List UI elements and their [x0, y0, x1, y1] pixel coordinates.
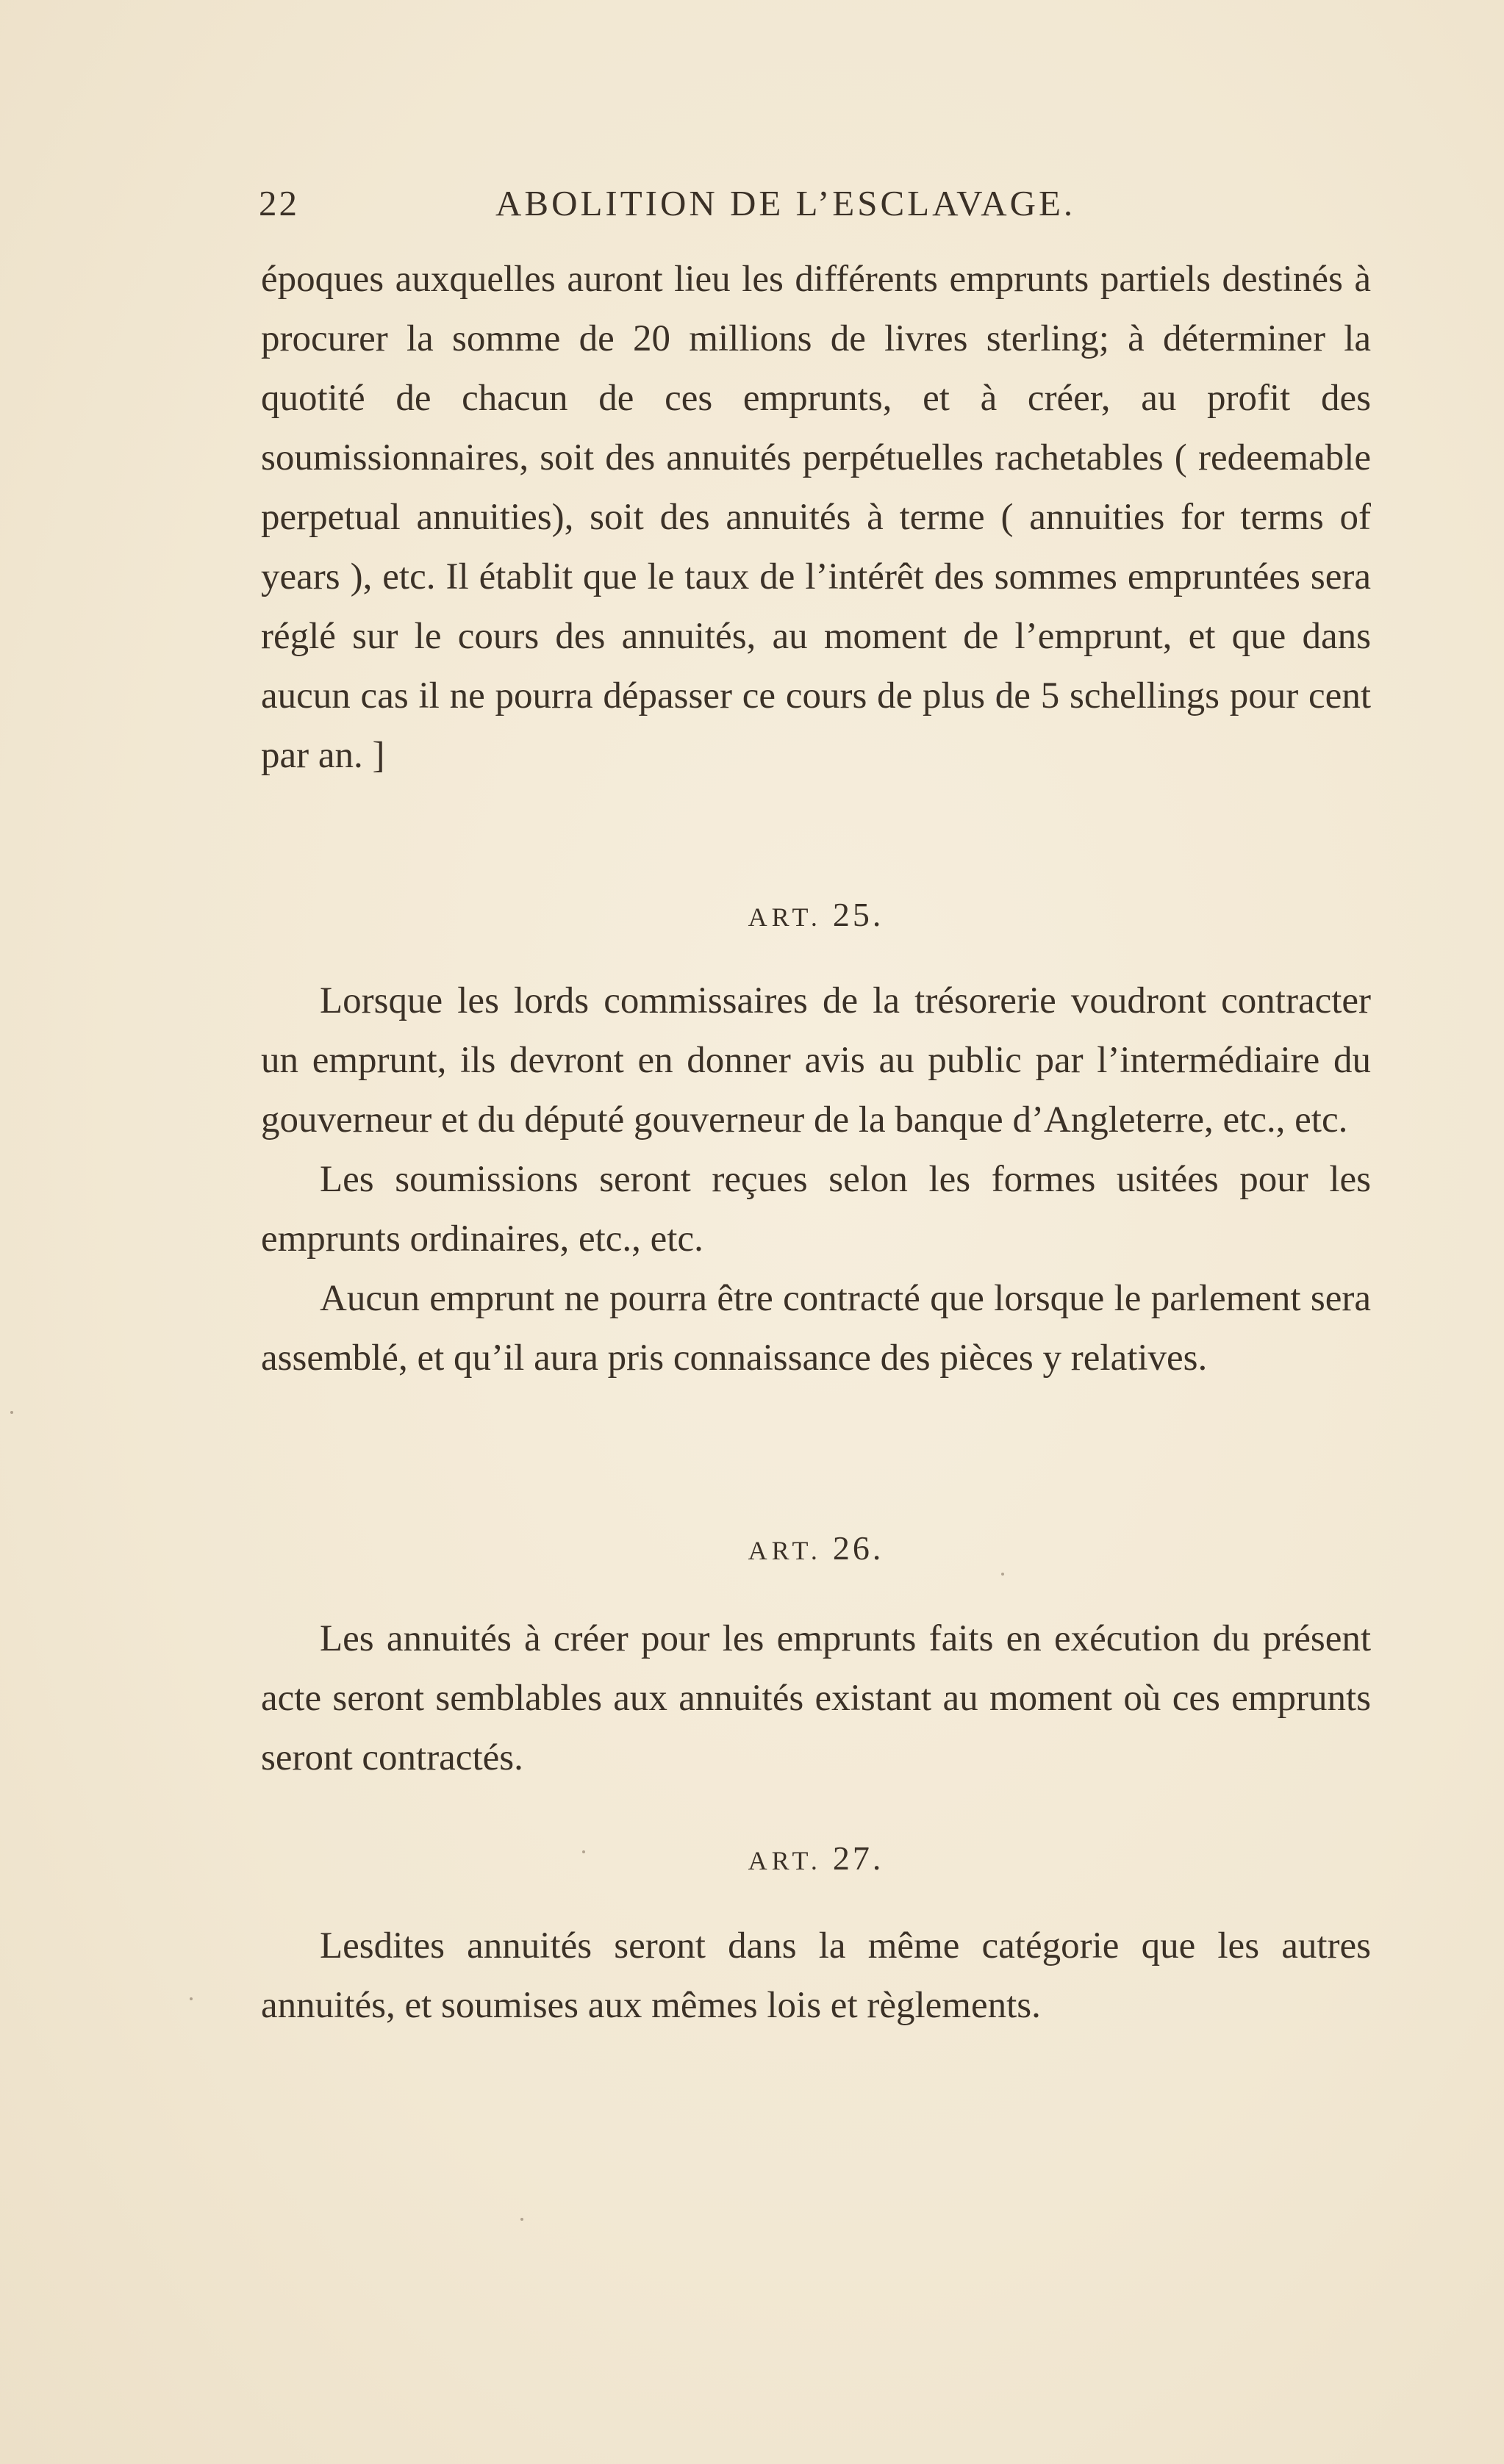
article-26-body — [261, 1609, 1371, 1788]
article-paragraph: Aucun emprunt ne pourra être contracté que lorsque le parlement sera assemblé, et qu’il aura pris connaissance des pièces y relatives. — [261, 1278, 1371, 1379]
article-heading-26 — [261, 1529, 1371, 1567]
article-number: 26. — [832, 1529, 884, 1567]
article-27-body — [261, 1917, 1371, 2036]
article-paragraph: Lorsque les lords commissaires de la trésorerie voudront contracter un emprunt, ils devront en donner avis au public par l’intermédiaire du gouverneur et du député gouverneur de la banque d’Angleterre, etc., etc. — [261, 980, 1371, 1141]
paper-speck — [582, 1850, 585, 1853]
article-paragraph: Lesdites annuités seront dans la même catégorie que les autres annuités, et soumises aux mêmes lois et règlements. — [261, 1925, 1371, 2026]
continuation-text — [261, 250, 1371, 786]
article-paragraph: Les annuités à créer pour les emprunts faits en exécution du présent acte seront semblables aux annuités existant au moment où ces emprunts seront contractés. — [261, 1618, 1371, 1778]
paper-speck — [520, 2218, 523, 2221]
paragraph-continued: époques auxquelles auront lieu les différents emprunts partiels destinés à procurer la somme de 20 millions de livres sterling; à déterminer la quotité de chacun de ces emprunts, et à créer, au profit des soumissionnaires, soit des annuités perpétuelles rachetables ( redeemable perpetual annuities), soit des annuités à terme ( annuities for terms of years ), etc. Il établit que le taux de l’intérêt des sommes empruntées sera réglé sur le cours des annuités, au moment de l’emprunt, et que dans aucun cas il ne pourra dépasser ce cours de plus de 5 schellings pour cent par an. ] — [261, 259, 1371, 776]
paper-speck — [190, 1997, 193, 2000]
article-number: 25. — [832, 896, 884, 933]
article-paragraph: Les soumissions seront reçues selon les formes usitées pour les emprunts ordinaires, etc., etc. — [261, 1159, 1371, 1260]
paper-speck — [10, 1411, 13, 1414]
running-title: ABOLITION DE L’ESCLAVAGE. — [495, 183, 1076, 223]
article-label: ART. — [748, 902, 822, 932]
article-label: ART. — [748, 1846, 822, 1875]
article-heading-25 — [261, 895, 1371, 934]
article-label: ART. — [748, 1536, 822, 1565]
article-25-body — [261, 971, 1371, 1388]
paper-speck — [1001, 1573, 1004, 1576]
page-number: 22 — [259, 183, 299, 223]
article-heading-27 — [261, 1839, 1371, 1878]
article-number: 27. — [832, 1839, 884, 1877]
running-head — [259, 182, 1126, 234]
